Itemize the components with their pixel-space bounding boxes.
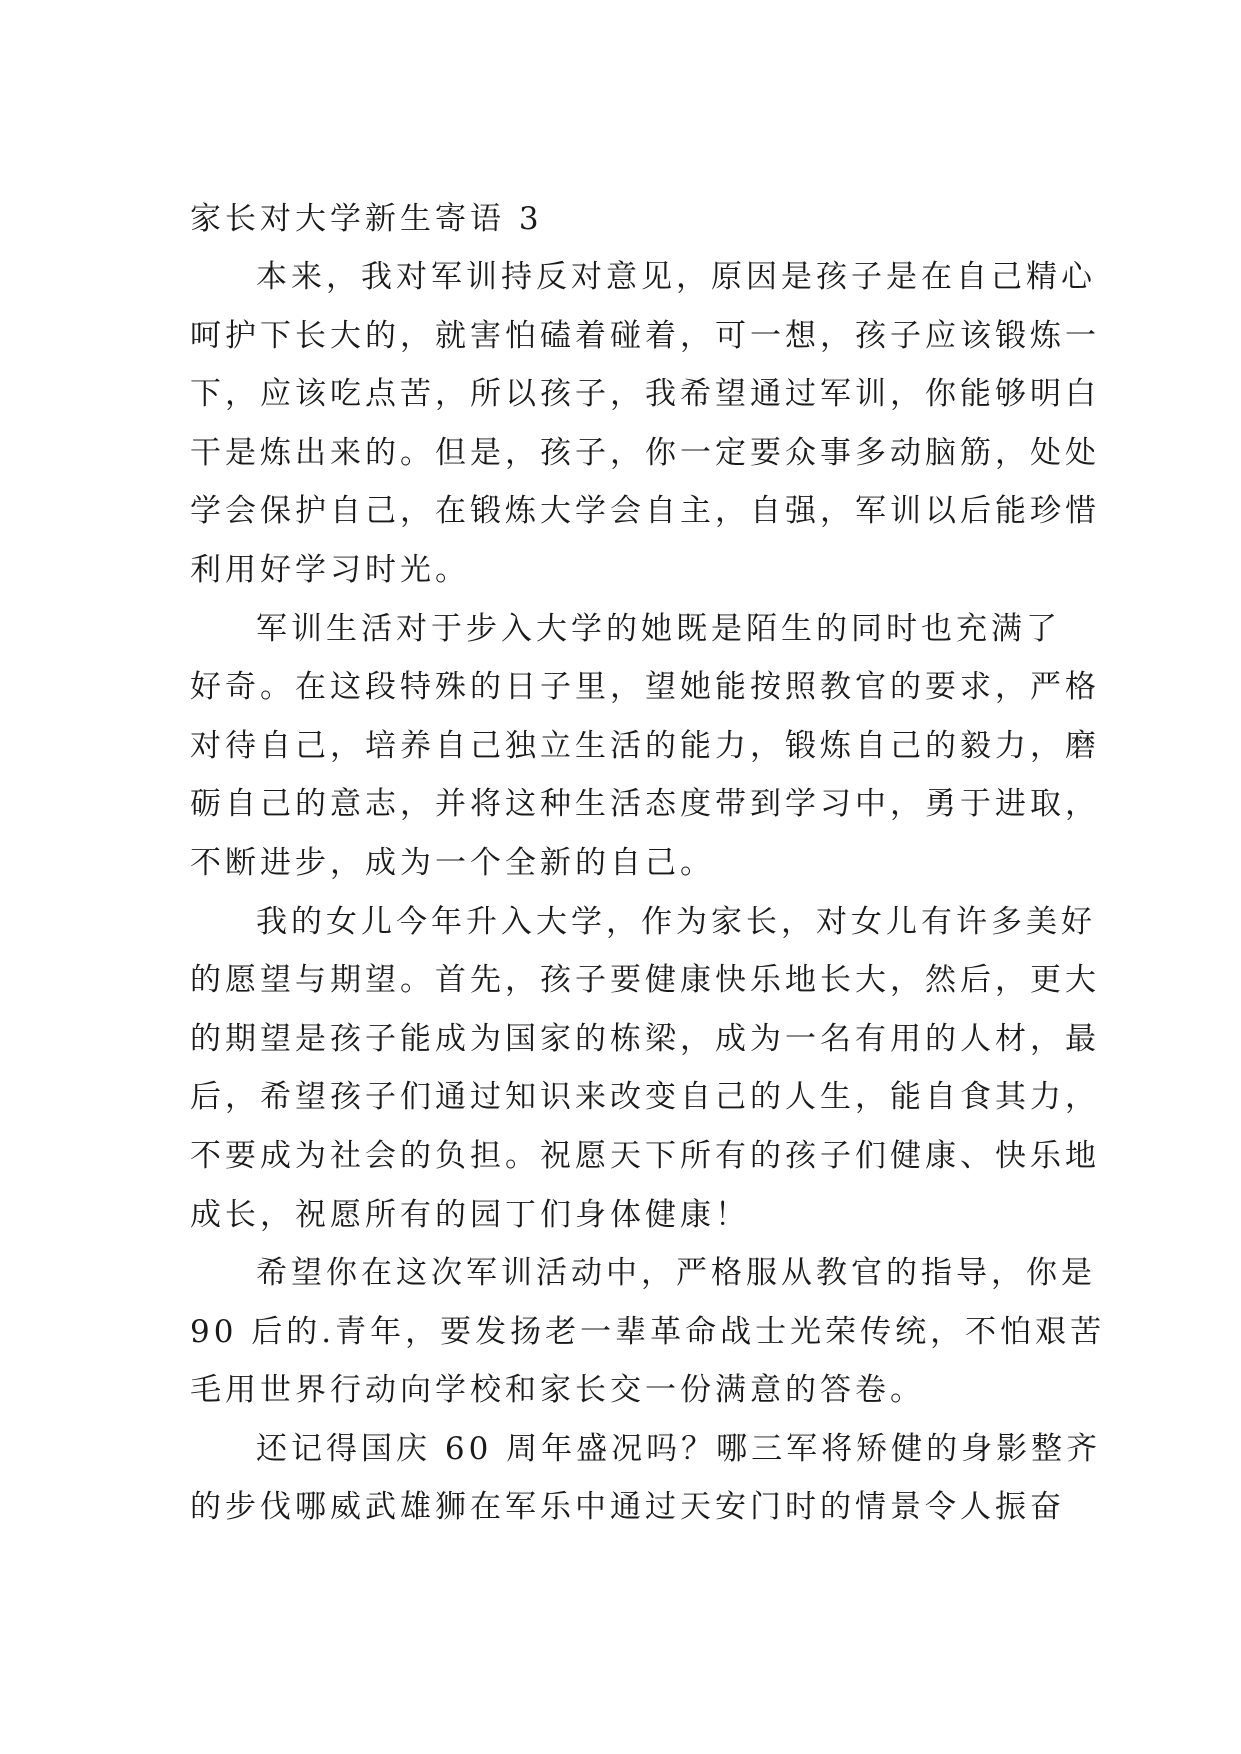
- text-line: 本来，我对军训持反对意见，原因是孩子是在自己精心: [256, 259, 1096, 295]
- paragraph: [190, 1420, 1102, 1537]
- document-title: 家长对大学新生寄语 3: [190, 201, 543, 237]
- text-line: 还记得国庆 60 周年盛况吗？哪三军将矫健的身影整齐: [256, 1430, 1102, 1467]
- text-line: 利用好学习时光。: [190, 551, 470, 588]
- text-line: 军训生活对于步入大学的她既是陌生的同时也充满了: [256, 610, 1061, 647]
- text-line: 希望你在这次军训活动中，严格服从教官的指导，你是: [256, 1255, 1096, 1292]
- text-line: 不断进步，成为一个全新的自己。: [190, 844, 715, 881]
- text-line: 砺自己的意志，并将这种生活态度带到学习中，勇于进取，: [190, 786, 1100, 823]
- paragraph-list: [190, 248, 1106, 1537]
- document-body: [190, 190, 1106, 1537]
- text-line: 毛用世界行动向学校和家长交一份满意的答卷。: [190, 1372, 925, 1409]
- text-line: 成长，祝愿所有的园丁们身体健康！: [190, 1196, 750, 1233]
- text-line: 对待自己，培养自己独立生活的能力，锻炼自己的毅力，磨: [190, 727, 1100, 764]
- paragraph: [190, 1244, 1106, 1420]
- text-line: 后，希望孩子们通过知识来改变自己的人生，能自食其力，: [190, 1079, 1100, 1116]
- text-line: 的期望是孩子能成为国家的栋梁，成为一名有用的人材，最: [190, 1020, 1100, 1057]
- text-line: 不要成为社会的负担。祝愿天下所有的孩子们健康、快乐地: [190, 1137, 1100, 1174]
- text-line: 下，应该吃点苦，所以孩子，我希望通过军训，你能够明白: [190, 376, 1100, 413]
- text-line: 的步伐哪威武雄狮在军乐中通过天安门时的情景令人振奋: [190, 1489, 1065, 1526]
- text-line: 我的女儿今年升入大学，作为家长，对女儿有许多美好: [256, 903, 1096, 940]
- paragraph: [190, 893, 1100, 1245]
- text-line: 好奇。在这段特殊的日子里，望她能按照教官的要求，严格: [190, 669, 1100, 706]
- text-line: 的愿望与期望。首先，孩子要健康快乐地长大，然后，更大: [190, 962, 1100, 999]
- paragraph: [190, 248, 1100, 600]
- paragraph: [190, 600, 1100, 893]
- text-line: 90 后的.青年，要发扬老一辈革命战士光荣传统，不怕艰苦: [190, 1313, 1106, 1350]
- text-line: 干是炼出来的。但是，孩子，你一定要众事多动脑筋，处处: [190, 434, 1100, 471]
- text-line: 学会保护自己，在锻炼大学会自主，自强，军训以后能珍惜: [190, 493, 1100, 530]
- text-line: 呵护下长大的，就害怕磕着碰着，可一想，孩子应该锻炼一: [190, 317, 1100, 354]
